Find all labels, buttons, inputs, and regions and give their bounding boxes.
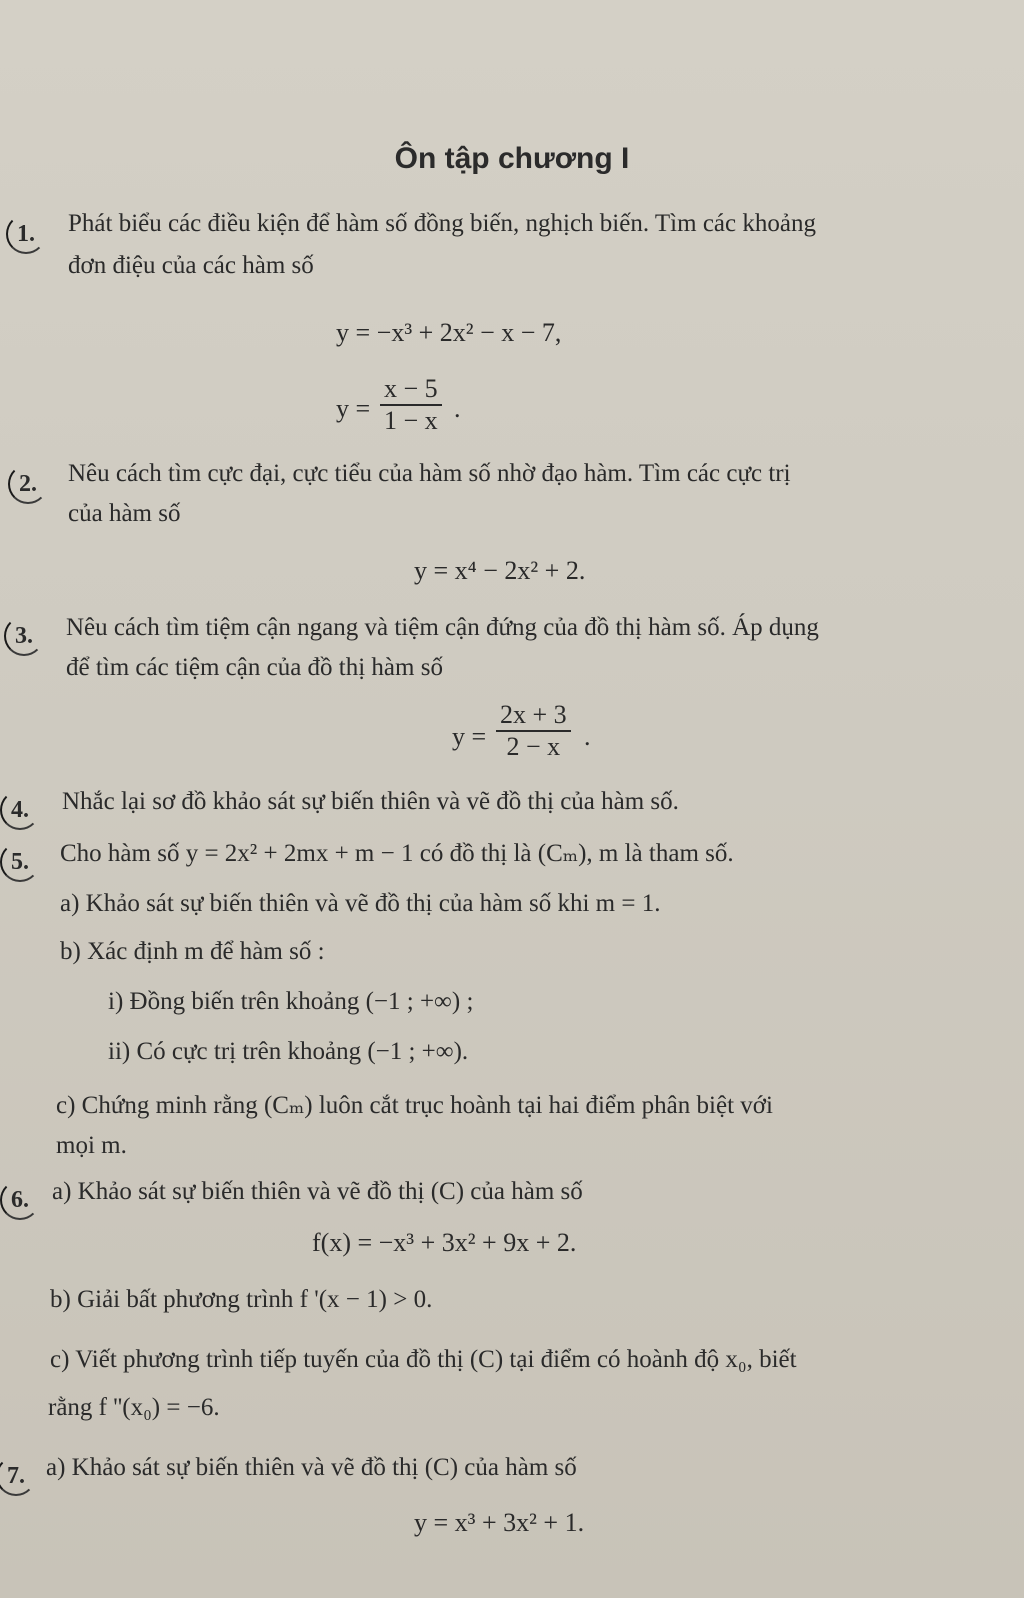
question-6-part-b: b) Giải bất phương trình f '(x − 1) > 0. <box>50 1286 433 1313</box>
question-7-part-a: a) Khảo sát sự biến thiên và vẽ đồ thị (C) của hàm số <box>46 1454 577 1481</box>
question-1-equation-2-lhs: y = <box>336 394 371 423</box>
question-5-part-c-line-1: c) Chứng minh rằng (Cₘ) luôn cắt trục hoành tại hai điểm phân biệt với <box>56 1092 773 1119</box>
question-5-part-b-i: i) Đồng biến trên khoảng (−1 ; +∞) ; <box>108 988 474 1015</box>
question-6-equation: f(x) = −x³ + 3x² + 9x + 2. <box>312 1228 577 1257</box>
question-3-denominator: 2 − x <box>506 732 561 761</box>
question-5-part-b-ii: ii) Có cực trị trên khoảng (−1 ; +∞). <box>108 1038 469 1065</box>
question-1-number: 1. <box>6 214 46 254</box>
question-7-equation: y = x³ + 3x² + 1. <box>414 1508 585 1537</box>
question-5-part-c-line-2: mọi m. <box>56 1132 127 1159</box>
question-1-equation-2-end: . <box>454 394 461 423</box>
question-6-number: 6. <box>0 1180 40 1220</box>
question-1-line-1: Phát biểu các điều kiện để hàm số đồng biến, nghịch biến. Tìm các khoảng <box>68 210 816 237</box>
page-title: Ôn tập chương I <box>394 142 630 175</box>
question-7-number: 7. <box>0 1456 36 1496</box>
question-3-line-1: Nêu cách tìm tiệm cận ngang và tiệm cận đứng của đồ thị hàm số. Áp dụng <box>66 614 819 641</box>
question-2-equation: y = x⁴ − 2x² + 2. <box>414 556 586 585</box>
question-4-number: 4. <box>0 790 40 830</box>
question-2-number: 2. <box>8 464 48 504</box>
question-3-line-2: để tìm các tiệm cận của đồ thị hàm số <box>66 654 443 681</box>
question-3-fraction <box>496 700 571 762</box>
question-6-part-c-line-2: rằng f ''(x₀) = −6. <box>48 1394 220 1421</box>
question-4-line-1: Nhắc lại sơ đồ khảo sát sự biến thiên và vẽ đồ thị của hàm số. <box>62 788 679 815</box>
question-2-line-2: của hàm số <box>68 500 181 527</box>
question-1-equation-1: y = −x³ + 2x² − x − 7, <box>336 318 562 347</box>
question-3-number: 3. <box>4 616 44 656</box>
question-5-part-b: b) Xác định m để hàm số : <box>60 938 325 965</box>
question-1-fraction <box>380 374 442 436</box>
question-5-number: 5. <box>0 842 40 882</box>
question-5-line-1: Cho hàm số y = 2x² + 2mx + m − 1 có đồ thị là (Cₘ), m là tham số. <box>60 840 734 867</box>
question-2-line-1: Nêu cách tìm cực đại, cực tiểu của hàm số nhờ đạo hàm. Tìm các cực trị <box>68 460 791 487</box>
question-5-part-a: a) Khảo sát sự biến thiên và vẽ đồ thị của hàm số khi m = 1. <box>60 890 661 917</box>
question-3-numerator: 2x + 3 <box>496 700 571 732</box>
question-3-equation-end: . <box>584 722 591 751</box>
question-1-denominator: 1 − x <box>384 406 438 435</box>
question-6-part-a: a) Khảo sát sự biến thiên và vẽ đồ thị (C) của hàm số <box>52 1178 583 1205</box>
question-1-numerator: x − 5 <box>380 374 442 406</box>
question-3-equation-lhs: y = <box>452 722 487 751</box>
question-1-line-2: đơn điệu của các hàm số <box>68 252 314 279</box>
question-6-part-c-line-1: c) Viết phương trình tiếp tuyến của đồ thị (C) tại điểm có hoành độ x₀, biết <box>50 1346 797 1373</box>
